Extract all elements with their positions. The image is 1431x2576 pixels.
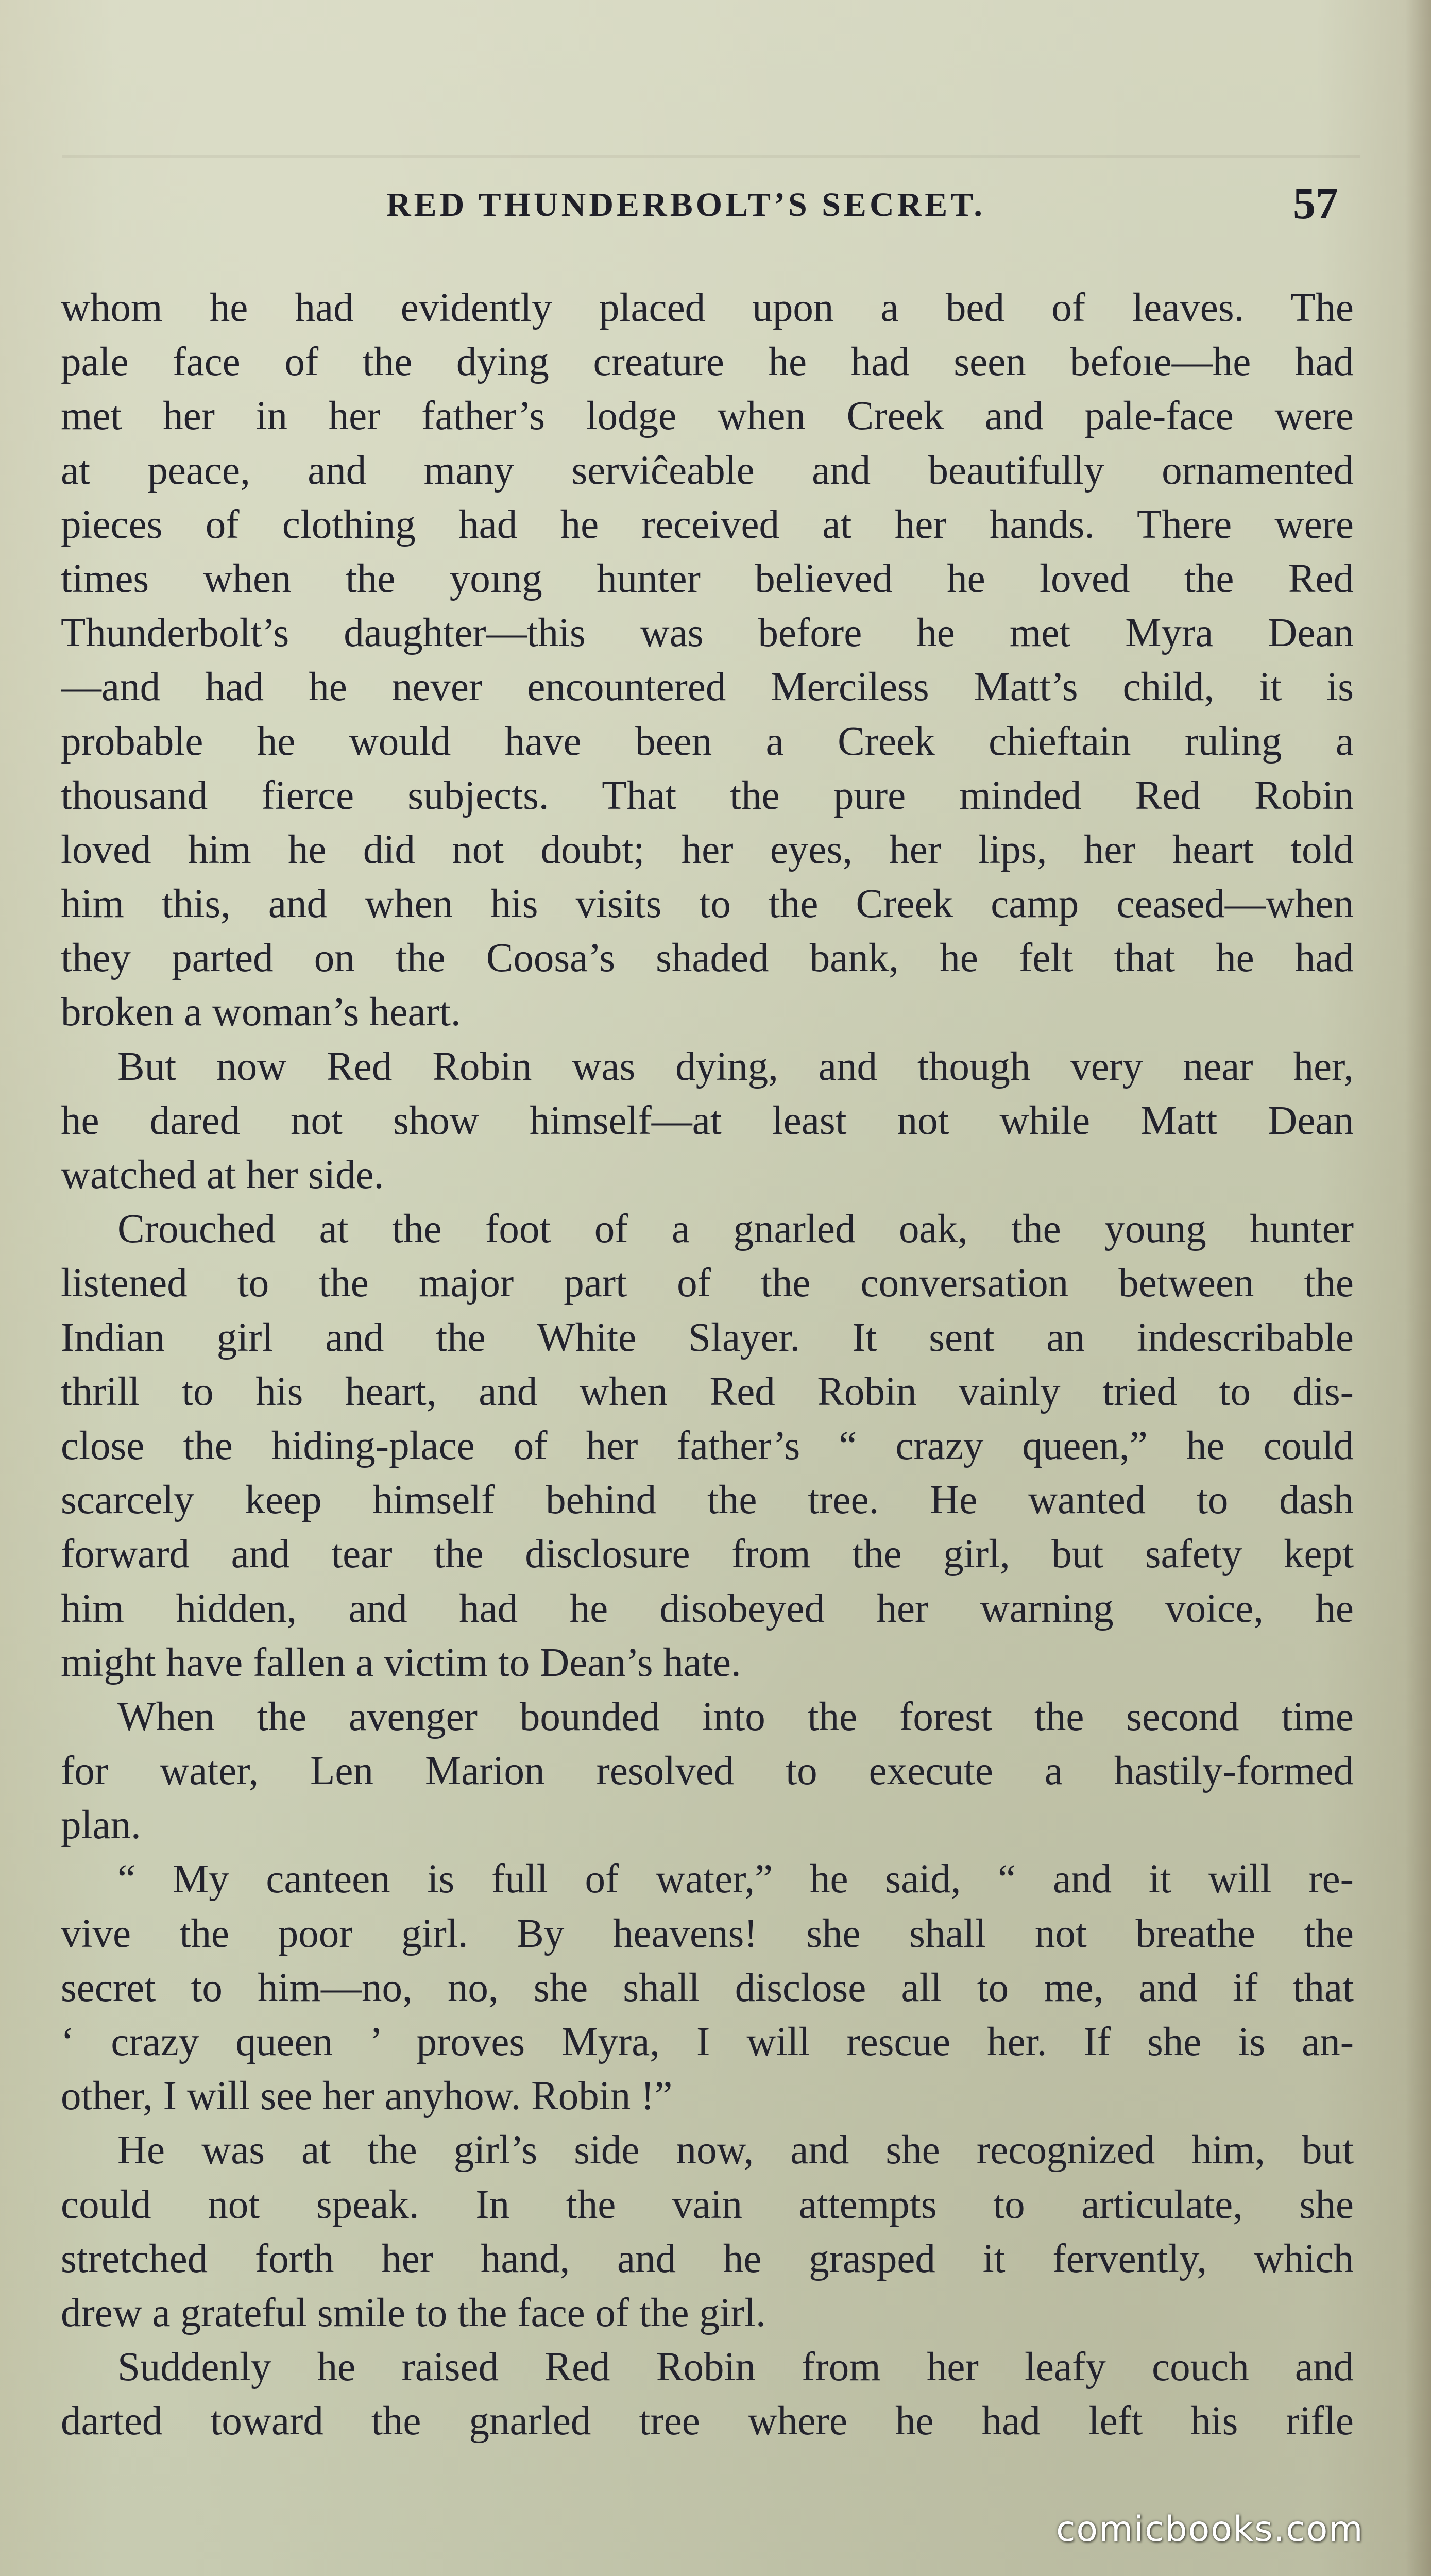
text-line: Crouched at the foot of a gnarled oak, the young hunter <box>117 1207 1354 1252</box>
text-line: “ My canteen is full of water,” he said, “ and it will re- <box>117 1857 1354 1902</box>
text-line: could not speak. In the vain attempts to articulate, she <box>61 2182 1354 2227</box>
text-line: But now Red Robin was dying, and though very near her, <box>117 1044 1354 1089</box>
text-line: him this, and when his visits to the Creek camp ceased—when <box>61 882 1354 927</box>
text-line: drew a grateful smile to the face of the girl. <box>61 2290 766 2335</box>
text-line: pale face of the dying creature he had seen befoıe—he had <box>61 340 1354 385</box>
text-line: other, I will see her anyhow. Robin !” <box>61 2074 673 2119</box>
text-line: pieces of clothing had he received at her hands. There were <box>61 502 1354 547</box>
text-line: thousand fierce subjects. That the pure minded Red Robin <box>61 773 1354 818</box>
text-line: probable he would have been a Creek chieftain ruling a <box>61 719 1354 764</box>
text-line: scarcely keep himself behind the tree. He wanted to dash <box>61 1478 1354 1523</box>
text-line: vive the poor girl. By heavens! she shall not breathe the <box>61 1911 1354 1956</box>
running-title: RED THUNDERBOLT’S SECRET. <box>386 186 985 224</box>
text-line: ‘ crazy queen ’ proves Myra, I will rescue her. If she is an- <box>61 2020 1354 2064</box>
text-line: He was at the girl’s side now, and she recognized him, but <box>117 2128 1354 2173</box>
text-line: close the hiding-place of her father’s “ crazy queen,” he could <box>61 1423 1354 1468</box>
watermark-text: comicbooks.com <box>1056 2509 1364 2550</box>
text-line: watched at her side. <box>61 1153 384 1197</box>
text-line: whom he had evidently placed upon a bed of leaves. The <box>61 285 1354 330</box>
text-line: might have fallen a victim to Dean’s hate. <box>61 1640 741 1685</box>
text-line: at peace, and many serviĉeable and beautifully ornamented <box>61 448 1354 493</box>
text-line: they parted on the Coosa’s shaded bank, he felt that he had <box>61 936 1354 981</box>
text-line: Suddenly he raised Red Robin from her leafy couch and <box>117 2345 1354 2390</box>
text-line: Thunderbolt’s daughter—this was before he met Myra Dean <box>61 611 1354 656</box>
page-edge-shadow <box>1405 0 1431 2576</box>
text-line: darted toward the gnarled tree where he had left his rifle <box>61 2399 1354 2444</box>
page-number: 57 <box>1293 179 1338 229</box>
text-line: forward and tear the disclosure from the girl, but safety kept <box>61 1532 1354 1577</box>
text-line: met her in her father’s lodge when Creek and pale-face were <box>61 394 1354 439</box>
text-line: stretched forth her hand, and he grasped it fervently, which <box>61 2236 1354 2281</box>
text-line: for water, Len Marion resolved to execute a hastily-formed <box>61 1749 1354 1794</box>
text-line: him hidden, and had he disobeyed her warning voice, he <box>61 1586 1354 1631</box>
text-line: loved him he did not doubt; her eyes, her lips, her heart told <box>61 827 1354 872</box>
text-line: Indian girl and the White Slayer. It sent an indescribable <box>61 1315 1354 1360</box>
text-line: thrill to his heart, and when Red Robin vainly tried to dis- <box>61 1369 1354 1414</box>
show-through-bleed <box>62 155 1360 158</box>
text-line: When the avenger bounded into the forest the second time <box>117 1694 1354 1739</box>
text-line: plan. <box>61 1803 141 1848</box>
text-line: —and had he never encountered Merciless Matt’s child, it is <box>61 665 1354 710</box>
text-line: broken a woman’s heart. <box>61 990 461 1035</box>
text-line: times when the yoıng hunter believed he loved the Red <box>61 556 1354 601</box>
text-line: he dared not show himself—at least not while Matt Dean <box>61 1098 1354 1143</box>
text-line: secret to him—no, no, she shall disclose all to me, and if that <box>61 1965 1354 2010</box>
body-text <box>61 281 1354 2449</box>
text-line: listened to the major part of the conversation between the <box>61 1261 1354 1306</box>
